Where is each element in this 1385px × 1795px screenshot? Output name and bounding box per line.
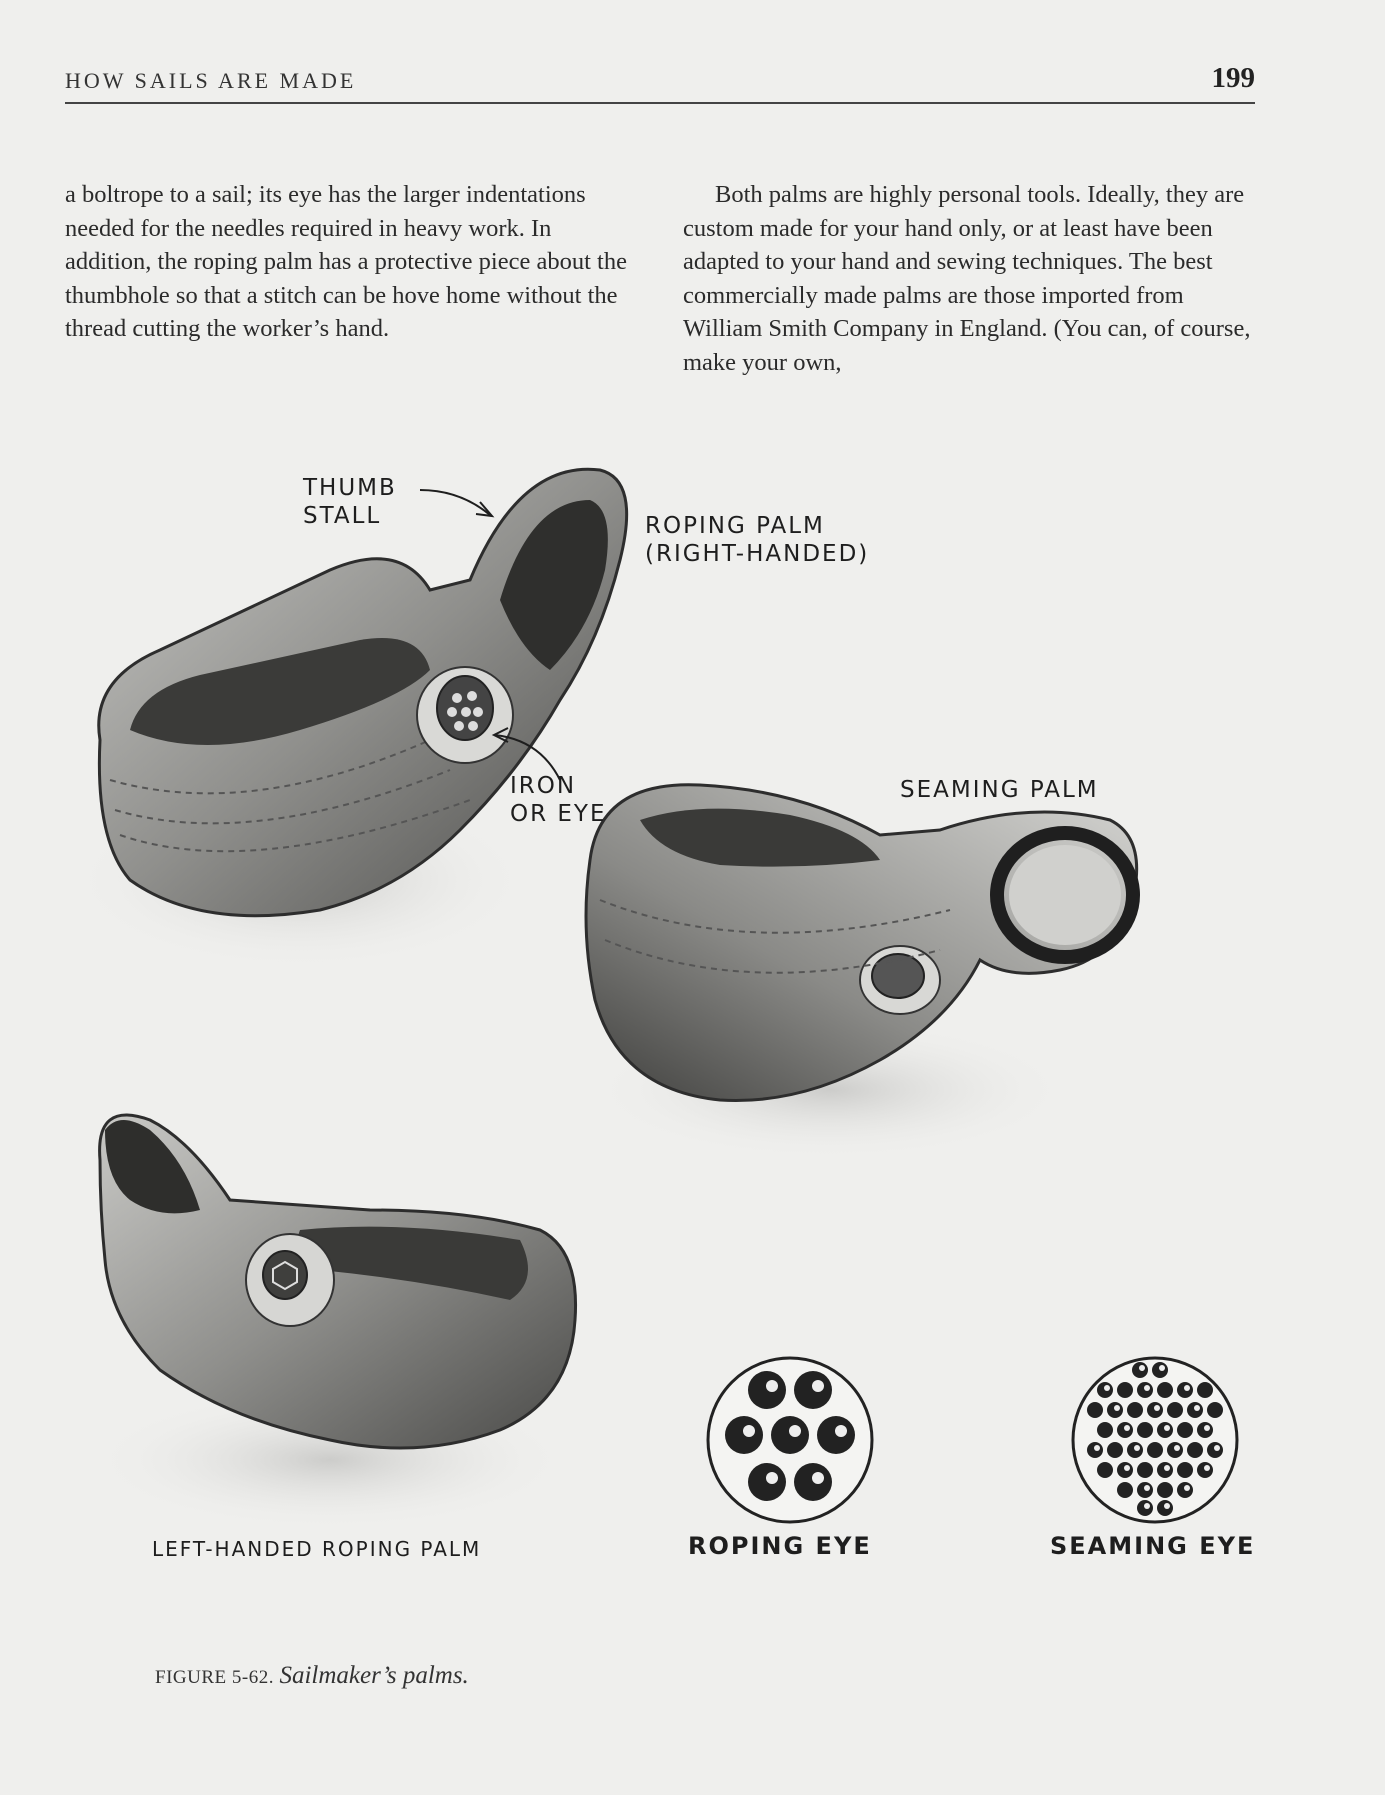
- label-iron-or-eye: IRON OR EYE: [510, 773, 607, 827]
- right-column: [683, 178, 1253, 380]
- label-seaming-palm: SEAMING PALM: [900, 777, 1099, 803]
- figure-sailmakers-palms: [0, 440, 1385, 1670]
- caption-title: Sailmaker’s palms.: [279, 1662, 469, 1689]
- left-column-text: a boltrope to a sail; its eye has the larger indentations needed for the needles required in heavy work. In addition, the roping palm has a protective piece about the thumbhole so that a stitch can be hove home without the thread cutting the worker’s hand.: [65, 181, 627, 343]
- header-rule: [65, 102, 1255, 104]
- seaming-eye-diagram: [1073, 1358, 1237, 1522]
- label-roping-eye: ROPING EYE: [688, 1532, 872, 1560]
- label-seaming-eye: SEAMING EYE: [1050, 1532, 1256, 1560]
- roping-palm-drawing: [70, 469, 627, 970]
- roping-eye-diagram: [708, 1358, 872, 1522]
- figure-caption: [155, 1662, 469, 1690]
- label-left-handed-palm: LEFT-HANDED ROPING PALM: [152, 1537, 482, 1561]
- label-thumb-stall: THUMB STALL: [303, 475, 397, 529]
- right-column-text: Both palms are highly personal tools. Ideally, they are custom made for your hand only, or at least have been adapted to your hand and sewing techniques. The best commercially made palms are those imported from William Smith Company in England. (You can, of course, make your own,: [683, 181, 1251, 376]
- running-head: HOW SAILS ARE MADE: [65, 68, 357, 93]
- palms-illustration: [0, 440, 1385, 1670]
- left-column: [65, 178, 635, 346]
- caption-number: FIGURE 5-62.: [155, 1667, 274, 1688]
- label-roping-palm: ROPING PALM (RIGHT-HANDED): [645, 513, 870, 567]
- left-handed-palm-drawing: [90, 1115, 576, 1530]
- page-number: 199: [1211, 62, 1255, 94]
- seaming-palm-drawing: [586, 785, 1137, 1160]
